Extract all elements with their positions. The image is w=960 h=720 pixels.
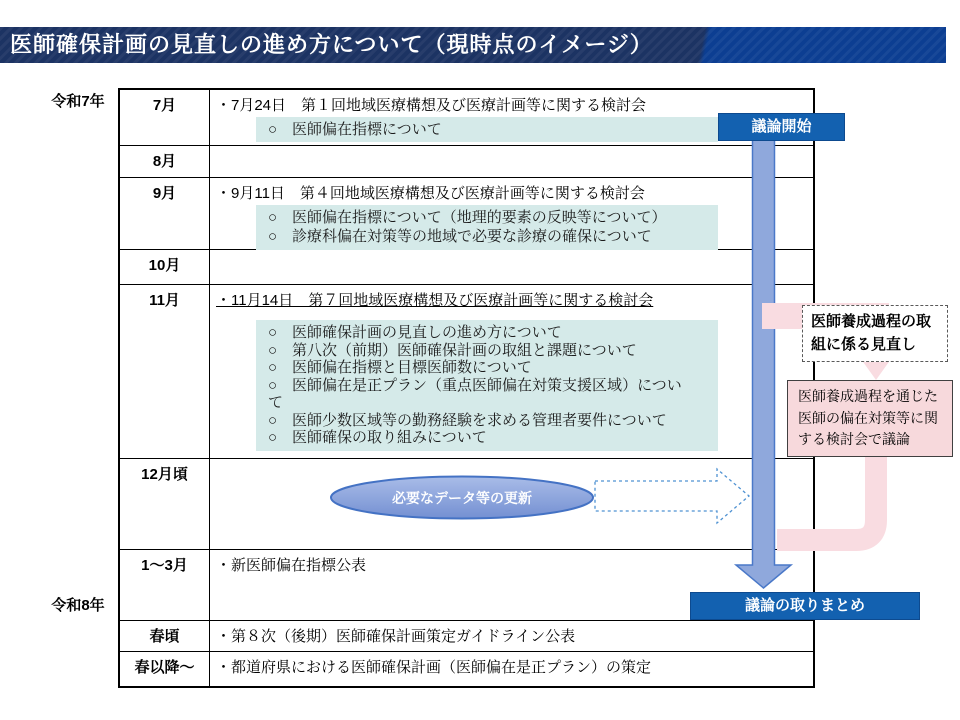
agenda-box <box>256 205 718 250</box>
agenda-item: ○ 診療科偏在対策等の地域で必要な診療の確保について <box>268 228 652 246</box>
table-row-november <box>120 284 813 458</box>
event-heading: ・9月11日 第４回地域医療構想及び医療計画等に関する検討会 <box>216 185 645 203</box>
month-label: 1～3月 <box>120 550 210 620</box>
event-heading: ・7月24日 第１回地域医療構想及び医療計画等に関する検討会 <box>216 97 647 114</box>
month-label: 7月 <box>120 90 210 145</box>
agenda-item: ○ 医師確保計画の見直しの進め方について <box>268 324 562 342</box>
table-row-after-spring <box>120 651 813 686</box>
agenda-box <box>256 320 718 451</box>
month-label: 12月頃 <box>120 459 210 549</box>
month-label: 10月 <box>120 250 210 284</box>
agenda-item: ○ 医師偏在是正プラン（重点医師偏在対策支援区域）について <box>268 376 682 412</box>
agenda-item: ○ 第八次（前期）医師確保計画の取組と課題について <box>268 341 637 359</box>
data-update-label: 必要なデータ等の更新 <box>392 489 532 506</box>
table-row-spring <box>120 620 813 651</box>
table-row-july <box>120 90 813 145</box>
month-label: 春以降～ <box>120 652 210 686</box>
month-label: 8月 <box>120 146 210 178</box>
discussion-summary-badge: 議論の取りまとめ <box>690 592 920 620</box>
agenda-item: ○ 医師少数区域等の勤務経験を求める管理者要件について <box>268 411 667 429</box>
agenda-box <box>256 117 718 142</box>
year-label-reiwa7: 令和7年 <box>51 93 105 110</box>
side-note-dashed-box: 医師養成過程の取組に係る見直し <box>802 305 948 362</box>
year-label-reiwa8: 令和8年 <box>51 597 105 614</box>
month-label: 9月 <box>120 178 210 249</box>
table-row-september <box>120 177 813 249</box>
month-label: 11月 <box>120 285 210 458</box>
agenda-item: ○ 医師偏在指標と目標医師数について <box>268 359 532 377</box>
event-heading: ・第８次（後期）医師確保計画策定ガイドライン公表 <box>216 628 576 646</box>
dashed-connector-arrow <box>592 464 754 528</box>
page-title: 医師確保計画の見直しの進め方について（現時点のイメージ） <box>0 27 946 63</box>
agenda-item: ○ 医師確保の取り組みについて <box>268 429 487 447</box>
event-heading: ・都道府県における医師確保計画（医師偏在是正プラン）の策定 <box>216 659 652 677</box>
side-note-pink-box: 医師養成過程を通じた医師の偏在対策等に関する検討会で議論 <box>787 380 953 457</box>
event-heading: ・11月14日 第７回地域医療構想及び医療計画等に関する検討会 <box>216 292 654 310</box>
agenda-item: ○ 医師偏在指標について（地理的要素の反映等について） <box>268 209 667 227</box>
agenda-item: ○ 医師偏在指標について <box>268 121 442 138</box>
month-label: 春頃 <box>120 621 210 651</box>
discussion-start-badge: 議論開始 <box>718 113 845 141</box>
event-heading: ・新医師偏在指標公表 <box>216 557 367 575</box>
table-row-august <box>120 145 813 178</box>
table-row-october <box>120 249 813 284</box>
